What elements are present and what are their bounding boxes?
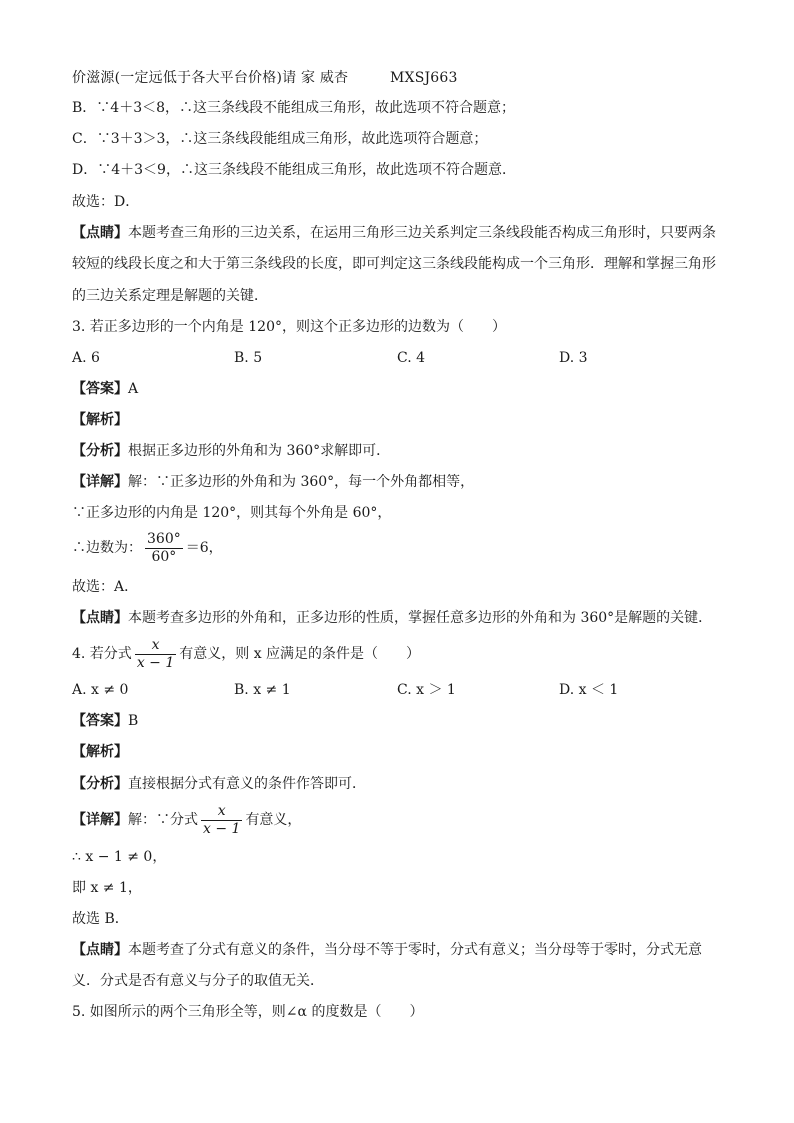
q4-comment-line-2: 义．分式是否有意义与分子的取值无关． [72, 973, 324, 989]
fenxi-text: 根据正多边形的外角和为 360°求解即可． [128, 443, 391, 459]
q3-xiangjie [72, 472, 474, 492]
xiangjie-tag: 【详解】 [72, 474, 128, 490]
q3-choice: 故选：A． [72, 579, 139, 595]
q4-step-1: ∴ x − 1 ≠ 0， [72, 849, 167, 865]
q4-analysis-tag: 【解析】 [72, 744, 128, 760]
xiangjie-tag: 【详解】 [72, 812, 128, 828]
answer-value: B [128, 713, 139, 729]
fraction-denominator: x − 1 [203, 820, 241, 837]
q3-line-3 [72, 528, 223, 568]
q3-fenxi [72, 441, 390, 461]
q4-xiangjie [72, 800, 301, 840]
q3-analysis-tag: 【解析】 [72, 412, 128, 428]
q5-stem: 5. 如图所示的两个三角形全等，则∠α 的度数是（ ） [72, 1004, 424, 1020]
prev-option-b: B．∵4＋3＜8，∴这三条线段不能组成三角形，故此选项不符合题意； [72, 100, 516, 116]
answer-tag: 【答案】 [72, 381, 128, 397]
q4-answer [72, 711, 138, 731]
q4-stem-prefix: 4. 若分式 [72, 646, 132, 662]
q3-line-2: ∵正多边形的内角是 120°，则其每个外角是 60°， [72, 505, 392, 521]
xiangjie-prefix: 解：∵分式 [128, 812, 198, 828]
q4-detail-fraction [201, 803, 242, 838]
comment-text: 本题考查三角形的三边关系，在运用三角形三边关系判定三条线段能否构成三角形时，只要两条 [128, 225, 716, 241]
q4-option-b: B. x ≠ 1 [234, 682, 291, 698]
fraction-numerator: x [151, 636, 160, 653]
q4-comment-line-1 [72, 940, 702, 960]
comment-tag: 【点睛】 [72, 942, 128, 958]
comment-tag: 【点睛】 [72, 610, 128, 626]
fraction-numerator: x [217, 802, 226, 819]
q4-fenxi [72, 774, 366, 794]
q4-option-c: C. x ＞ 1 [397, 682, 456, 698]
prev-option-d: D．∵4＋3＜9，∴这三条线段不能组成三角形，故此选项不符合题意． [72, 162, 516, 178]
q3-stem: 3. 若正多边形的一个内角是 120°，则这个正多边形的边数为（ ） [72, 319, 506, 335]
q3-comment [72, 608, 712, 628]
xiangjie-text: 解：∵正多边形的外角和为 360°，每一个外角都相等， [128, 474, 475, 490]
fenxi-tag: 【分析】 [72, 776, 128, 792]
q4-step-2: 即 x ≠ 1， [72, 880, 142, 896]
q4-choice: 故选 B． [72, 911, 129, 927]
fraction-numerator: 360° [147, 530, 181, 547]
answer-value: A [128, 381, 139, 397]
q3-options [72, 348, 732, 368]
answer-tag: 【答案】 [72, 713, 128, 729]
q4-stem-suffix: 有意义，则 x 应满足的条件是（ ） [179, 646, 421, 662]
q3-option-a: A. 6 [72, 350, 100, 366]
header-code: MXSJ663 [390, 70, 458, 86]
prev-choice: 故选：D． [72, 194, 140, 210]
comment-tag: 【点睛】 [72, 225, 128, 241]
fenxi-text: 直接根据分式有意义的条件作答即可． [128, 776, 366, 792]
xiangjie-suffix: 有意义， [245, 812, 302, 828]
comment-text: 本题考查多边形的外角和，正多边形的性质，掌握任意多边形的外角和为 360°是解题的关键． [128, 610, 713, 626]
fraction-denominator: x − 1 [136, 654, 175, 671]
prev-comment-line-3: 的三边关系定理是解题的关键． [72, 288, 268, 304]
q3-option-c: C. 4 [397, 350, 426, 366]
q3-fraction [145, 531, 183, 566]
prev-option-c: C．∵3＋3＞3，∴这三条线段能组成三角形，故此选项符合题意； [72, 131, 488, 147]
q4-options [72, 680, 732, 700]
q3-line3-prefix: ∴边数为： [72, 540, 142, 556]
q4-option-d: D. x ＜ 1 [559, 682, 619, 698]
fenxi-tag: 【分析】 [72, 443, 128, 459]
header-text: 价滋源(一定远低于各大平台价格)请 家 威杏 [72, 70, 349, 86]
fraction-denominator: 60° [145, 548, 183, 566]
q3-option-b: B. 5 [234, 350, 263, 366]
page-header [72, 68, 458, 88]
prev-comment-line-2: 较短的线段长度之和大于第三条线段的长度，即可判定这三条线段能构成一个三角形．理解和掌握三角形 [72, 256, 716, 272]
q4-option-a: A. x ≠ 0 [72, 682, 129, 698]
q3-answer [72, 379, 138, 399]
comment-text: 本题考查了分式有意义的条件，当分母不等于零时，分式有意义；当分母等于零时，分式无意 [128, 942, 702, 958]
q4-stem [72, 634, 420, 674]
prev-comment-line-1 [72, 223, 716, 243]
q3-option-d: D. 3 [559, 350, 588, 366]
q3-line3-suffix: ＝6， [185, 540, 223, 556]
q4-fraction [135, 637, 176, 672]
